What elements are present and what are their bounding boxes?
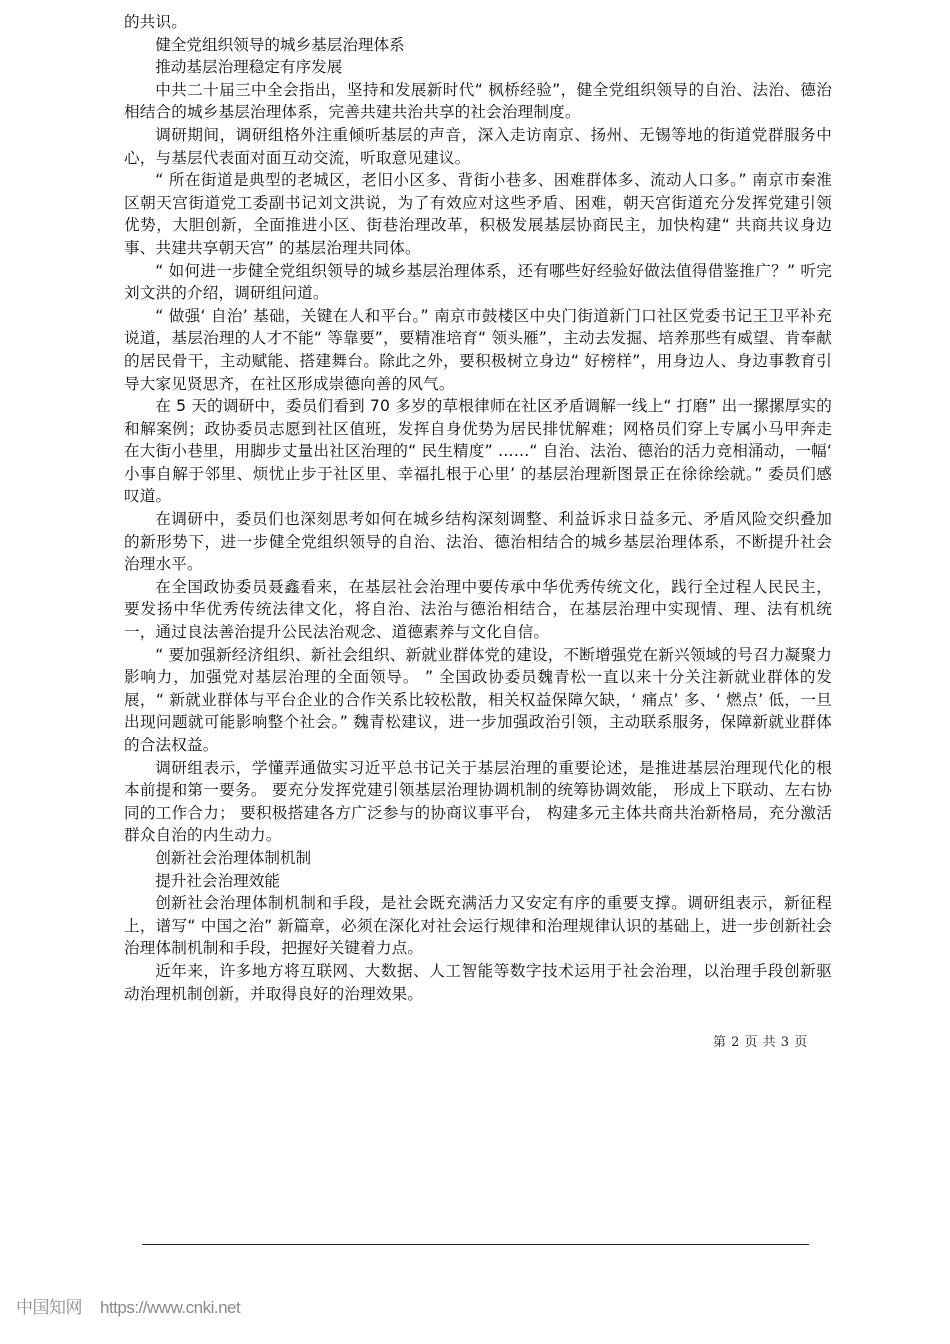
paragraph: “ 所在街道是典型的老城区，老旧小区多、背街小巷多、困难群体多、流动人口多。” 南京市秦淮区朝天宫街道党工委副书记刘文洪说，为了有效应对这些矛盾、困难，朝天宫街道充分发挥党建引领优势，大胆创新，全面推进小区、街巷治理改革，积极发展基层协商民主，加快构建“ 共商共议身边事、共建共享朝天宫” 的基层治理共同体。 [124, 171, 832, 257]
paragraph: 调研组表示，学懂弄通做实习近平总书记关于基层治理的重要论述，是推进基层治理现代化的根本前提和第一要务。 要充分发挥党建引领基层治理协调机制的统筹协调效能， 形成上下联动、左右协同的工作合力； 要积极搭建各方广泛参与的协商议事平台， 构建多元主体共商共治新格局，充分激活群众自治的内生动力。 [124, 758, 832, 845]
subheading: 健全党组织领导的城乡基层治理体系 [155, 35, 405, 54]
document-body [124, 11, 832, 1005]
paragraph: 在调研中，委员们也深刻思考如何在城乡结构深刻调整、利益诉求日益多元、矛盾风险交织叠加的新形势下，进一步健全党组织领导的自治、法治、德治相结合的城乡基层治理体系，不断提升社会治理水平。 [124, 510, 832, 574]
paragraph: “ 如何进一步健全党组织领导的城乡基层治理体系，还有哪些好经验好做法值得借鉴推广？” 听完刘文洪的介绍，调研组问道。 [124, 261, 832, 303]
watermark-site-name: 中国知网 [16, 1298, 82, 1317]
paragraph-continuation: 的共识。 [124, 13, 187, 31]
subheading: 创新社会治理体制机制 [155, 848, 312, 867]
paragraph: 中共二十届三中全会指出，坚持和发展新时代“ 枫桥经验”，健全党组织领导的自治、法治、德治相结合的城乡基层治理体系，完善共建共治共享的社会治理制度。 [124, 80, 832, 122]
paragraph: 调研期间，调研组格外注重倾听基层的声音，深入走访南京、扬州、无锡等地的街道党群服务中心，与基层代表面对面互动交流，听取意见建议。 [124, 125, 832, 167]
paragraph: 近年来，许多地方将互联网、大数据、人工智能等数字技术运用于社会治理，以治理手段创新驱动治理机制创新，并取得良好的治理效果。 [124, 961, 832, 1003]
footer-divider [142, 1244, 809, 1245]
paragraph: “ 要加强新经济组织、新社会组织、新就业群体党的建设，不断增强党在新兴领域的号召力凝聚力影响力，加强党对基层治理的全面领导。 ” 全国政协委员魏青松一直以来十分关注新就业群体的发展，“ 新就业群体与平台企业的合作关系比较松散，相关权益保障欠缺，‘ 痛点’ 多、‘ 燃点’ 低，一旦出现问题就可能影响整个社会。” 魏青松建议，进一步加强政治引领，主动联系服务，保障新就业群体的合法权益。 [124, 645, 832, 754]
paragraph: 在 5 天的调研中，委员们看到 70 多岁的草根律师在社区矛盾调解一线上“ 打磨” 出一摞摞厚实的和解案例；政协委员志愿到社区值班，发挥自身优势为居民排忧解难；网格员们穿上专属小马甲奔走在大街小巷里，用脚步丈量出社区治理的“ 民生精度” ……“ 自治、法治、德治的活力竞相涌动，一幅‘ 小事自解于邻里、烦忧止步于社区里、幸福扎根于心里’ 的基层治理新图景正在徐徐绘就。” 委员们感叹道。 [124, 397, 832, 506]
paragraph: “ 做强‘ 自治’ 基础，关键在人和平台。” 南京市鼓楼区中央门街道新门口社区党委书记王卫平补充说道，基层治理的人才不能“ 等靠要”，要精准培育“ 领头雁”，主动去发掘、培养那些有威望、肯奉献的居民骨干，主动赋能、搭建舞台。除此之外，要积极树立身边“ 好榜样”，用身边人、身边事教育引导大家见贤思齐，在社区形成崇德向善的风气。 [124, 306, 832, 393]
source-watermark [16, 1293, 240, 1318]
subheading: 推动基层治理稳定有序发展 [155, 58, 343, 77]
watermark-url[interactable]: https://www.cnki.net [100, 1298, 241, 1317]
subheading: 提升社会治理效能 [155, 871, 280, 890]
paragraph: 在全国政协委员聂鑫看来，在基层社会治理中要传承中华优秀传统文化，践行全过程人民民主，要发扬中华优秀传统法律文化，将自治、法治与德治相结合，在基层治理中实现情、理、法有机统一，通过良法善治提升公民法治观念、道德素养与文化自信。 [124, 577, 832, 642]
paragraph: 创新社会治理体制机制和手段，是社会既充满活力又安定有序的重要支撑。调研组表示，新征程上，谱写“ 中国之治” 新篇章，必须在深化对社会运行规律和治理规律认识的基础上，进一步创新社会治理体制机制和手段，把握好关键着力点。 [124, 894, 832, 958]
page-number: 第 2 页 共 3 页 [713, 1035, 808, 1050]
